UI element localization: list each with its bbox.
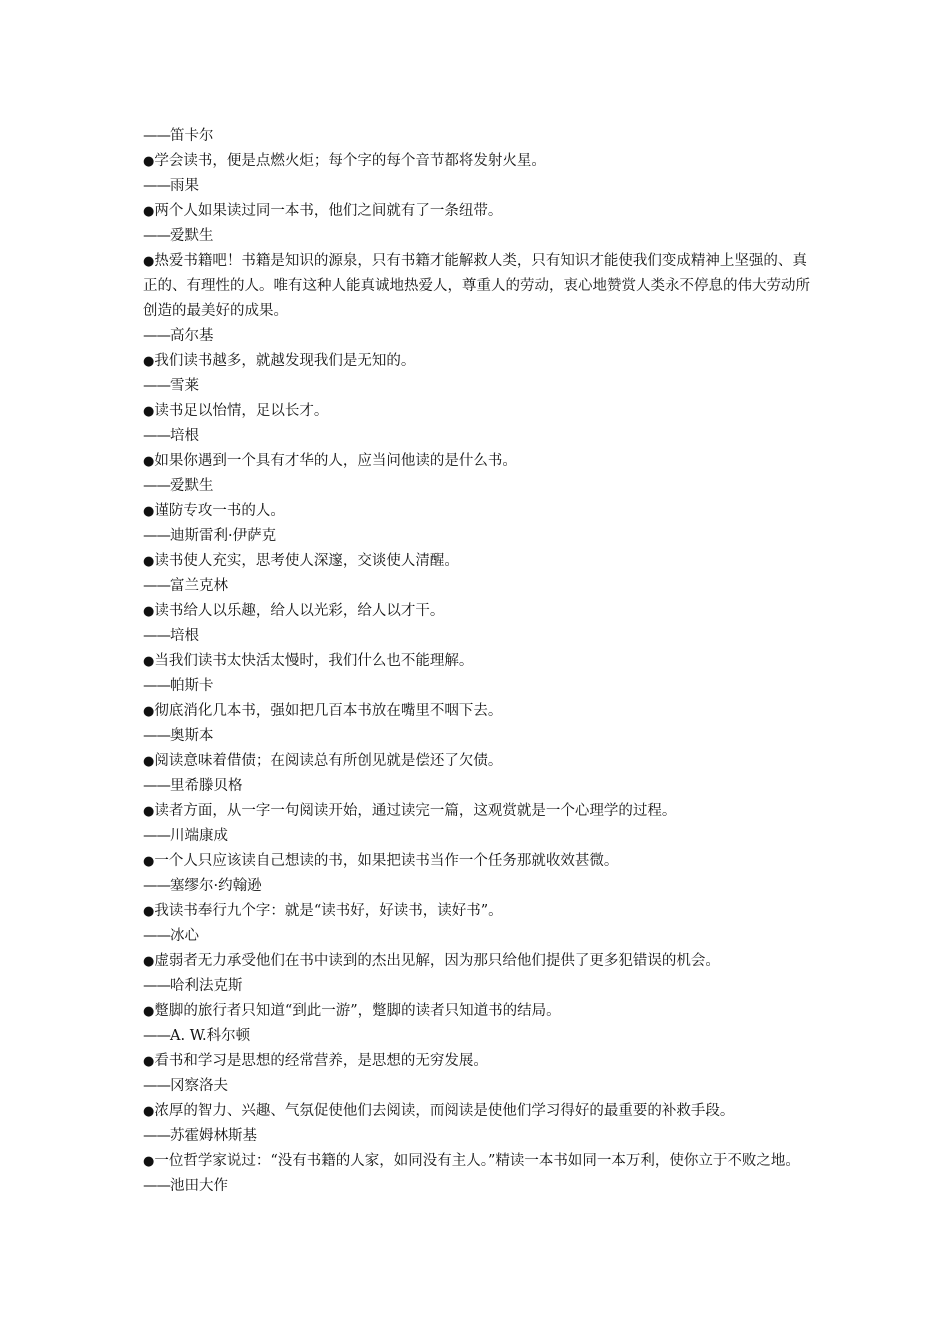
quote-text: 我们读书越多，就越发现我们是无知的。 bbox=[154, 353, 416, 369]
bullet-marker: ● bbox=[143, 554, 155, 569]
quote-line bbox=[143, 1099, 811, 1124]
bullet-marker: ● bbox=[143, 1154, 155, 1169]
author-dash: —— bbox=[143, 1028, 170, 1044]
author-name: A. W.科尔顿 bbox=[170, 1028, 251, 1044]
quote-author-line bbox=[143, 374, 811, 399]
bullet-marker: ● bbox=[143, 954, 155, 969]
quote-author-line bbox=[143, 874, 811, 899]
bullet-marker: ● bbox=[143, 654, 155, 669]
quote-text: 两个人如果读过同一本书，他们之间就有了一条纽带。 bbox=[154, 203, 503, 219]
author-name: 里希滕贝格 bbox=[170, 778, 243, 794]
author-name: 奥斯本 bbox=[170, 728, 214, 744]
author-dash: —— bbox=[143, 378, 170, 394]
bullet-marker: ● bbox=[143, 904, 155, 919]
author-name: 苏霍姆林斯基 bbox=[170, 1128, 257, 1144]
author-dash: —— bbox=[143, 828, 170, 844]
author-dash: —— bbox=[143, 778, 170, 794]
quote-text: 阅读意味着借债；在阅读总有所创见就是偿还了欠债。 bbox=[154, 753, 503, 769]
quote-text: 蹩脚的旅行者只知道“到此一游”，蹩脚的读者只知道书的结局。 bbox=[154, 1003, 561, 1019]
author-name: 笛卡尔 bbox=[170, 128, 214, 144]
quote-author-line bbox=[143, 1174, 811, 1199]
quote-text: 读者方面，从一字一句阅读开始，通过读完一篇，这观赏就是一个心理学的过程。 bbox=[154, 803, 677, 819]
author-name: 池田大作 bbox=[170, 1178, 228, 1194]
quote-author-line bbox=[143, 1024, 811, 1049]
bullet-marker: ● bbox=[143, 1104, 155, 1119]
author-name: 雪莱 bbox=[170, 378, 199, 394]
bullet-marker: ● bbox=[143, 454, 155, 469]
quote-line bbox=[143, 399, 811, 424]
quote-text: 谨防专攻一书的人。 bbox=[154, 503, 285, 519]
quote-line bbox=[143, 999, 811, 1024]
quote-text: 读书足以怡情，足以长才。 bbox=[154, 403, 329, 419]
quote-line bbox=[143, 1149, 811, 1174]
author-dash: —— bbox=[143, 328, 170, 344]
quote-line bbox=[143, 499, 811, 524]
author-name: 爱默生 bbox=[170, 478, 214, 494]
quote-line bbox=[143, 849, 811, 874]
quote-author-line bbox=[143, 674, 811, 699]
quote-author-line bbox=[143, 324, 811, 349]
quote-document bbox=[143, 124, 811, 1199]
author-dash: —— bbox=[143, 528, 170, 544]
author-dash: —— bbox=[143, 1178, 170, 1194]
quote-text: 彻底消化几本书，强如把几百本书放在嘴里不咽下去。 bbox=[154, 703, 503, 719]
quote-line bbox=[143, 449, 811, 474]
quote-author-line bbox=[143, 774, 811, 799]
quote-author-line bbox=[143, 224, 811, 249]
author-dash: —— bbox=[143, 428, 170, 444]
author-name: 富兰克林 bbox=[170, 578, 228, 594]
author-name: 川端康成 bbox=[170, 828, 228, 844]
author-name: 迪斯雷利·伊萨克 bbox=[170, 528, 277, 544]
quote-text: 我读书奉行九个字：就是“读书好，好读书，读好书”。 bbox=[154, 903, 503, 919]
quote-line bbox=[143, 649, 811, 674]
bullet-marker: ● bbox=[143, 1054, 155, 1069]
author-dash: —— bbox=[143, 728, 170, 744]
quote-text: 学会读书，便是点燃火炬；每个字的每个音节都将发射火星。 bbox=[154, 153, 546, 169]
author-name: 培根 bbox=[170, 428, 199, 444]
author-name: 培根 bbox=[170, 628, 199, 644]
quote-line bbox=[143, 149, 811, 174]
author-name: 冈察洛夫 bbox=[170, 1078, 228, 1094]
bullet-marker: ● bbox=[143, 604, 155, 619]
author-name: 冰心 bbox=[170, 928, 199, 944]
author-name: 高尔基 bbox=[170, 328, 214, 344]
bullet-marker: ● bbox=[143, 404, 155, 419]
author-name: 雨果 bbox=[170, 178, 199, 194]
quote-author-line bbox=[143, 174, 811, 199]
author-dash: —— bbox=[143, 978, 170, 994]
quote-text: 浓厚的智力、兴趣、气氛促使他们去阅读，而阅读是使他们学习得好的最重要的补救手段。 bbox=[154, 1103, 735, 1119]
quote-author-line bbox=[143, 724, 811, 749]
quote-author-line bbox=[143, 824, 811, 849]
quote-line bbox=[143, 549, 811, 574]
quote-line bbox=[143, 949, 811, 974]
quote-line bbox=[143, 899, 811, 924]
quote-line bbox=[143, 199, 811, 224]
bullet-marker: ● bbox=[143, 204, 155, 219]
author-dash: —— bbox=[143, 628, 170, 644]
quote-author-line bbox=[143, 624, 811, 649]
quote-text: 当我们读书太快活太慢时，我们什么也不能理解。 bbox=[154, 653, 474, 669]
author-name: 爱默生 bbox=[170, 228, 214, 244]
author-dash: —— bbox=[143, 928, 170, 944]
author-dash: —— bbox=[143, 878, 170, 894]
bullet-marker: ● bbox=[143, 154, 155, 169]
author-dash: —— bbox=[143, 678, 170, 694]
bullet-marker: ● bbox=[143, 704, 155, 719]
quote-line bbox=[143, 1049, 811, 1074]
quote-line bbox=[143, 799, 811, 824]
quote-author-line bbox=[143, 1074, 811, 1099]
quote-line bbox=[143, 249, 811, 324]
author-dash: —— bbox=[143, 178, 170, 194]
quote-text: 一个人只应该读自己想读的书，如果把读书当作一个任务那就收效甚微。 bbox=[154, 853, 619, 869]
bullet-marker: ● bbox=[143, 254, 155, 269]
quote-text: 读书给人以乐趣，给人以光彩，给人以才干。 bbox=[154, 603, 445, 619]
bullet-marker: ● bbox=[143, 804, 155, 819]
author-dash: —— bbox=[143, 478, 170, 494]
author-dash: —— bbox=[143, 578, 170, 594]
author-dash: —— bbox=[143, 1078, 170, 1094]
quote-author-line bbox=[143, 974, 811, 999]
quote-line bbox=[143, 349, 811, 374]
author-name: 塞缪尔·约翰逊 bbox=[170, 878, 262, 894]
author-name: 帕斯卡 bbox=[170, 678, 214, 694]
quote-author-line bbox=[143, 924, 811, 949]
quote-author-line bbox=[143, 424, 811, 449]
quote-line bbox=[143, 599, 811, 624]
quote-text: 看书和学习是思想的经常营养，是思想的无穷发展。 bbox=[154, 1053, 488, 1069]
bullet-marker: ● bbox=[143, 1004, 155, 1019]
quote-author-line bbox=[143, 124, 811, 149]
author-dash: —— bbox=[143, 1128, 170, 1144]
quote-text: 如果你遇到一个具有才华的人，应当问他读的是什么书。 bbox=[154, 453, 517, 469]
quote-author-line bbox=[143, 1124, 811, 1149]
quote-author-line bbox=[143, 574, 811, 599]
author-dash: —— bbox=[143, 128, 170, 144]
quote-text: 虚弱者无力承受他们在书中读到的杰出见解，因为那只给他们提供了更多犯错误的机会。 bbox=[154, 953, 720, 969]
bullet-marker: ● bbox=[143, 854, 155, 869]
bullet-marker: ● bbox=[143, 504, 155, 519]
quote-line bbox=[143, 749, 811, 774]
author-name: 哈利法克斯 bbox=[170, 978, 243, 994]
quote-text: 热爱书籍吧！书籍是知识的源泉，只有书籍才能解救人类，只有知识才能使我们变成精神上坚强的、真正的、有理性的人。唯有这种人能真诚地热爱人，尊重人的劳动，衷心地赞赏人类永不停息的伟大劳动所创造的最美好的成果。 bbox=[143, 253, 810, 319]
author-dash: —— bbox=[143, 228, 170, 244]
quote-line bbox=[143, 699, 811, 724]
quote-author-line bbox=[143, 474, 811, 499]
quote-author-line bbox=[143, 524, 811, 549]
quote-text: 一位哲学家说过：“没有书籍的人家，如同没有主人。”精读一本书如同一本万利，使你立于不败之地。 bbox=[154, 1153, 800, 1169]
quote-text: 读书使人充实，思考使人深邃，交谈使人清醒。 bbox=[154, 553, 459, 569]
bullet-marker: ● bbox=[143, 354, 155, 369]
bullet-marker: ● bbox=[143, 754, 155, 769]
